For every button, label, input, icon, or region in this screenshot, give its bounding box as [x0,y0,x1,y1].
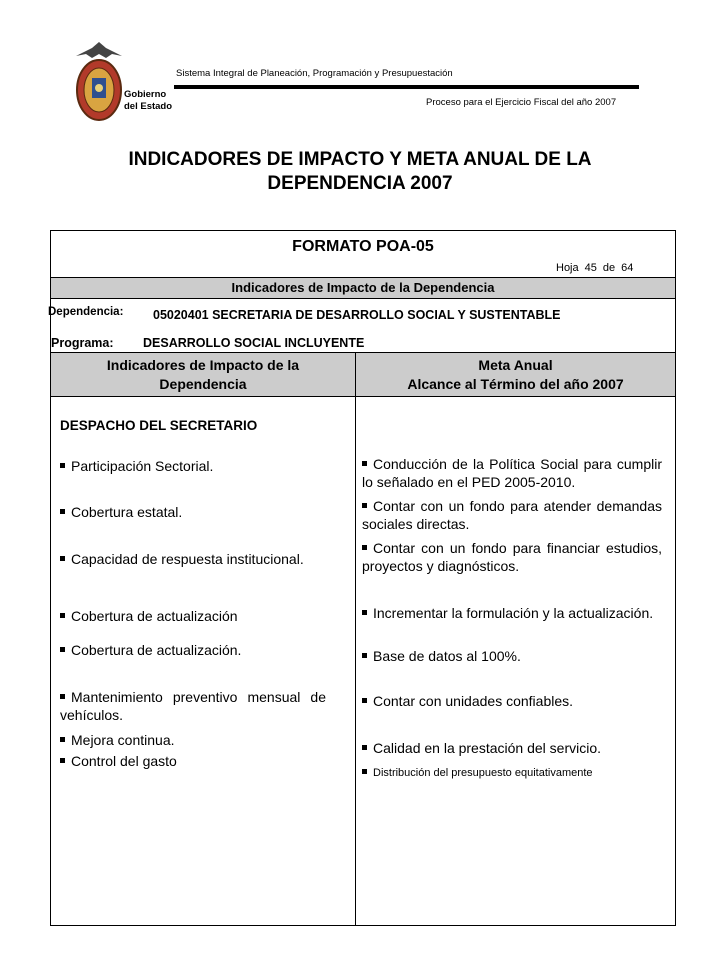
goals-column-header: Meta Anual Alcance al Término del año 2007 [407,357,624,392]
state-coat-of-arms-logo [72,42,126,122]
bullet-icon [362,745,367,750]
programa-value: DESARROLLO SOCIAL INCLUYENTE [143,336,365,350]
indicator-item: Cobertura estatal. [60,503,326,521]
bullet-icon [60,463,65,468]
programa-label: Programa: [51,336,114,350]
bullet-icon [362,698,367,703]
bullet-icon [362,653,367,658]
government-label: Gobierno del Estado [124,89,173,112]
bullet-icon [362,503,367,508]
indicator-item: Control del gasto [60,752,326,770]
goal-item: Base de datos al 100%. [362,647,662,665]
bullet-icon [362,610,367,615]
system-name: Sistema Integral de Planeación, Programación y Presupuestación [176,68,453,79]
indicator-item: Mejora continua. [60,731,326,749]
form-name: FORMATO POA-05 [292,238,434,255]
goal-item: Contar con un fondo para financiar estudios, proyectos y diagnósticos. [362,540,662,574]
dependencia-value: 05020401 SECRETARIA DE DESARROLLO SOCIAL Y SUSTENTABLE [153,308,561,322]
section-header: Indicadores de Impacto de la Dependencia [50,277,676,299]
bullet-icon [60,694,65,699]
fiscal-process-label: Proceso para el Ejercicio Fiscal del año 2007 [426,97,617,108]
goal-item: Contar con unidades confiables. [362,692,662,710]
bullet-icon [60,613,65,618]
page-title: INDICADORES DE IMPACTO Y META ANUAL DE LA DEPENDENCIA 2007 [128,149,592,194]
indicator-item: Cobertura de actualización [60,607,326,625]
bullet-icon [60,758,65,763]
sheet-indicator: Hoja 45 de 64 [556,262,634,274]
bullet-icon [60,556,65,561]
bullet-icon [60,509,65,514]
bullet-icon [60,737,65,742]
dependencia-label: Dependencia: [48,306,124,318]
goal-item: Contar con un fondo para atender demandas sociales directas. [362,498,662,532]
form-frame [50,230,676,926]
goal-item: Calidad en la prestación del servicio. [362,739,662,757]
indicator-item: Mantenimiento preventivo mensual de vehículos. [60,689,326,723]
column-headers [50,352,676,397]
goal-item: Incrementar la formulación y la actualización. [362,604,662,622]
header-rule [174,85,639,89]
bullet-icon [60,647,65,652]
indicator-item: Capacidad de respuesta institucional. [60,550,326,568]
bullet-icon [362,461,367,466]
goal-item: Conducción de la Política Social para cumplir lo señalado en el PED 2005-2010. [362,456,662,490]
bullet-icon [362,545,367,550]
goal-item: Distribución del presupuesto equitativamente [362,764,662,782]
office-name: DESPACHO DEL SECRETARIO [60,418,258,433]
column-divider [355,397,356,926]
indicator-item: Cobertura de actualización. [60,641,326,659]
bullet-icon [362,769,367,774]
indicator-item: Participación Sectorial. [60,457,326,475]
indicators-column-header: Indicadores de Impacto de la Dependencia [51,353,356,396]
